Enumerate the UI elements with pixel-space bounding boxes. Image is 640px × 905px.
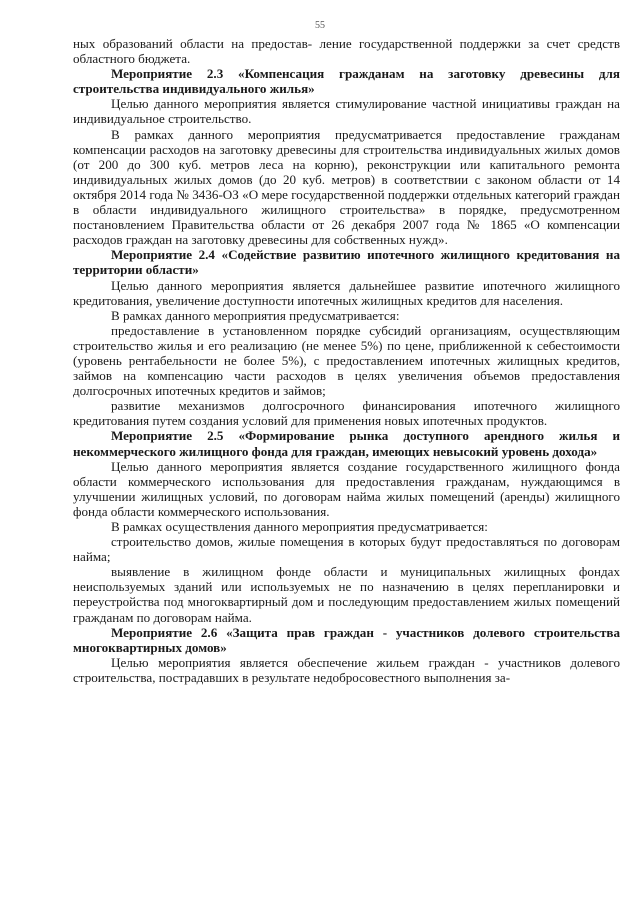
section-heading: Мероприятие 2.5 «Формирование рынка доступного арендного жилья и некоммерческого жилищного фонда для граждан, имеющих невысокий уровень дохода» — [73, 428, 620, 459]
body-paragraph: предоставление в установленном порядке субсидий организациям, осуществляющим строительство жилья и его реализацию (не менее 5%) по цене, приближенной к себестоимости (уровень рентабельности не более 5%), с предоставлением ипотечных жилищных кредитов, займов на компенсацию части расходов в целях увеличения объемов предоставления долгосрочных ипотечных кредитов и займов; — [73, 322, 620, 399]
body-paragraph: В рамках данного мероприятия предусматривается: — [111, 307, 400, 323]
section-heading: Мероприятие 2.3 «Компенсация гражданам на заготовку древесины для строительства индивидуального жилья» — [73, 66, 620, 97]
page-number: 55 — [315, 20, 325, 31]
body-paragraph: строительство домов, жилые помещения в которых будут предоставляться по договорам найма; — [73, 534, 620, 565]
body-paragraph: В рамках данного мероприятия предусматривается предоставление гражданам компенсации расходов на заготовку древесины для строительства индивидуальных жилых домов (от 200 до 300 куб. метров леса на корню), реконструкции или капитального ремонта индивидуальных жилых домов (до 20 куб. метров) в соответствии с законом области от 14 октября 2014 года № 3436-ОЗ «О мере государственной поддержки отдельных категорий граждан в области индивидуального жилищного строительства» в порядке, предусмотренном постановлением Правительства области от 26 декабря 2007 года № 1865 «О компенсации расходов граждан на заготовку древесины для собственных нужд». — [73, 126, 620, 248]
body-paragraph: ных образований области на предостав- ление государственной поддержки за счет средств областного бюджета. — [73, 36, 620, 67]
section-heading: Мероприятие 2.4 «Содействие развитию ипотечного жилищного кредитования на территории области» — [73, 247, 620, 278]
body-paragraph: Целью мероприятия является обеспечение жильем граждан - участников долевого строительства, пострадавших в результате недобросовестного выполнения за- — [73, 654, 620, 685]
body-paragraph: Целью данного мероприятия является дальнейшее развитие ипотечного жилищного кредитования, увеличение доступности ипотечных жилищных кредитов для населения. — [73, 277, 620, 308]
body-paragraph: развитие механизмов долгосрочного финансирования ипотечного жилищного кредитования путем создания условий для применения новых ипотечных продуктов. — [73, 398, 620, 429]
body-paragraph: Целью данного мероприятия является создание государственного жилищного фонда области коммерческого использования для предоставления гражданам, нуждающимся в улучшении жилищных условий, по договорам найма жилых помещений (аренды) жилищного фонда области коммерческого использования. — [73, 458, 620, 519]
body-paragraph: выявление в жилищном фонде области и муниципальных жилищных фондах неиспользуемых зданий или используемых не по назначению в целях перепланировки и переустройства под многоквартирный дом и последующим предоставлением жилых помещений гражданам по договорам найма. — [73, 564, 620, 625]
body-paragraph: Целью данного мероприятия является стимулирование частной инициативы граждан на индивидуальное строительство. — [73, 96, 620, 127]
document-body — [73, 36, 620, 685]
body-paragraph: В рамках осуществления данного мероприятия предусматривается: — [111, 519, 488, 534]
section-heading: Мероприятие 2.6 «Защита прав граждан - участников долевого строительства многоквартирных домов» — [73, 624, 620, 655]
